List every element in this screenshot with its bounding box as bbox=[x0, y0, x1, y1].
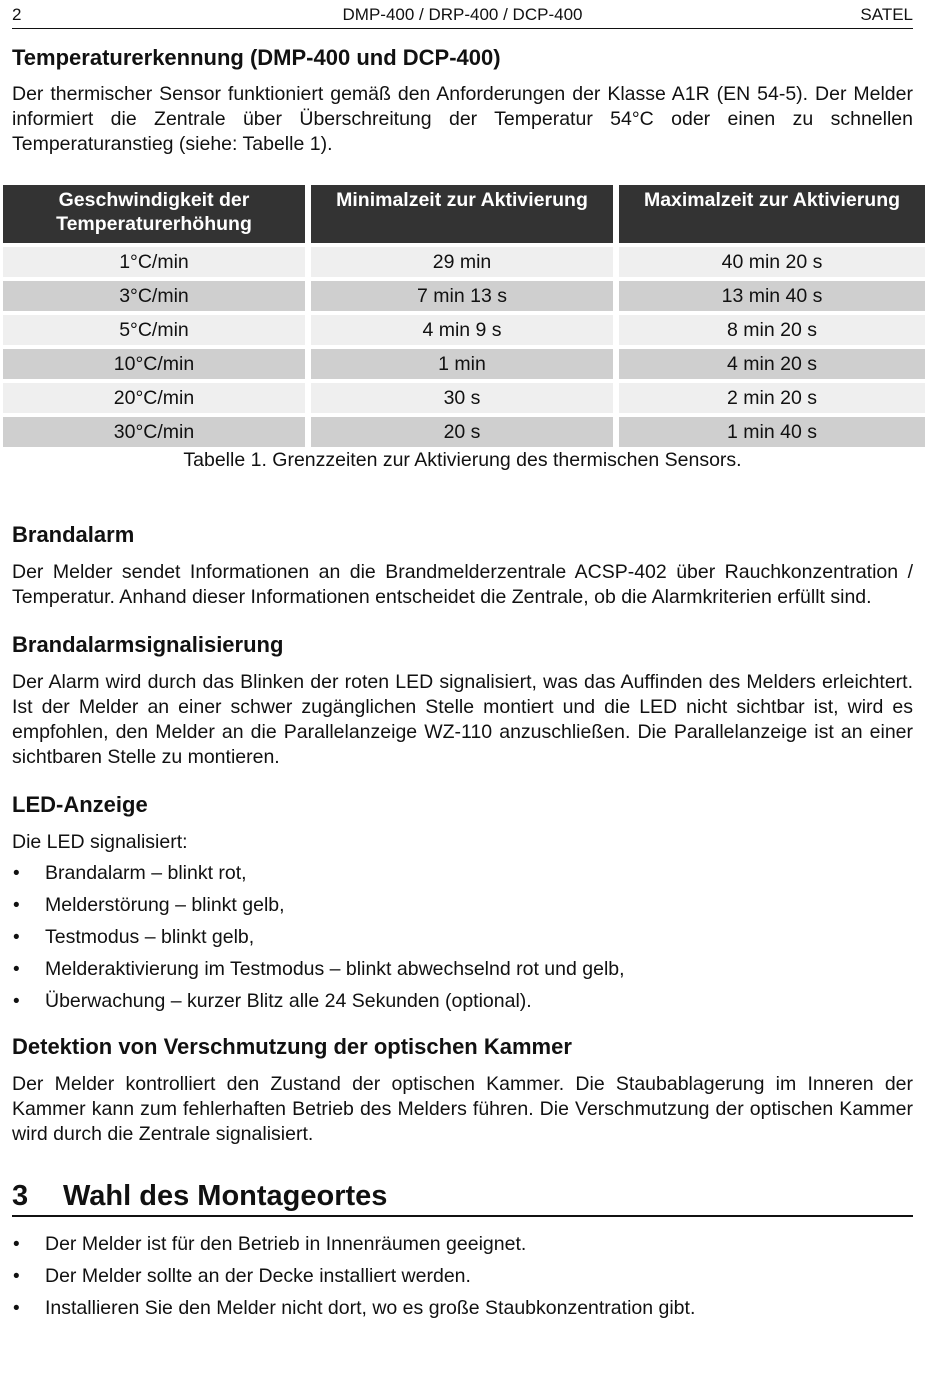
table-row bbox=[3, 383, 925, 413]
table-cell: 1 min 40 s bbox=[619, 417, 925, 447]
list-item bbox=[12, 1296, 913, 1321]
heading-temperature-detection: Temperaturerkennung (DMP-400 und DCP-400) bbox=[12, 45, 501, 70]
paragraph-led-intro: Die LED signalisiert: bbox=[12, 831, 188, 853]
table-cell: 20 s bbox=[311, 417, 613, 447]
list-item-text: Melderstörung – blinkt gelb, bbox=[45, 894, 285, 916]
list-item bbox=[12, 957, 913, 982]
table-cell: 7 min 13 s bbox=[311, 281, 613, 311]
table-cell: 40 min 20 s bbox=[619, 247, 925, 277]
led-states-list bbox=[12, 861, 913, 1014]
list-item-text: Der Melder sollte an der Decke installiert werden. bbox=[45, 1265, 471, 1287]
table-header-row bbox=[3, 185, 925, 243]
table-cell: 13 min 40 s bbox=[619, 281, 925, 311]
list-item bbox=[12, 893, 913, 918]
page-number: 2 bbox=[12, 5, 22, 24]
table-cell: 5°C/min bbox=[3, 315, 305, 345]
list-item-text: Installieren Sie den Melder nicht dort, wo es große Staubkonzentration gibt. bbox=[45, 1297, 696, 1319]
table-cell: 1 min bbox=[311, 349, 613, 379]
heading-led-indication: LED-Anzeige bbox=[12, 792, 148, 817]
paragraph-chamber-contamination: Der Melder kontrolliert den Zustand der optischen Kammer. Die Staubablagerung im Inneren der Kammer kann zum fehlerhaften Betrieb des Melders führen. Die Verschmutzung der optischen Kammer wird durch die Zentrale signalisiert. bbox=[12, 1073, 913, 1145]
table-row bbox=[3, 349, 925, 379]
table-cell: 10°C/min bbox=[3, 349, 305, 379]
bullet-icon: • bbox=[13, 1298, 20, 1319]
list-item bbox=[12, 925, 913, 950]
bullet-icon: • bbox=[13, 1266, 20, 1287]
paragraph-alarm-signalling: Der Alarm wird durch das Blinken der roten LED signalisiert, was das Auffinden des Melders erleichtert. Ist der Melder an einer schwer zugänglichen Stelle montiert und die LED nicht sichtbar ist, wird es empfohlen, den Melder an die Parallelanzeige WZ-110 anzuschließen. Die Parallelanzeige ist an einer sichtbaren Stelle zu montieren. bbox=[12, 671, 913, 768]
brand-name: SATEL bbox=[860, 5, 913, 24]
table-cell: 1°C/min bbox=[3, 247, 305, 277]
bullet-icon: • bbox=[13, 863, 20, 884]
chapter-heading bbox=[12, 1179, 913, 1217]
bullet-icon: • bbox=[13, 959, 20, 980]
table-row bbox=[3, 417, 925, 447]
table-cell: 8 min 20 s bbox=[619, 315, 925, 345]
table-header-rate: Geschwindigkeit der Temperaturerhöhung bbox=[3, 185, 305, 243]
document-title: DMP-400 / DRP-400 / DCP-400 bbox=[342, 5, 583, 24]
running-header bbox=[12, 0, 913, 29]
table-row bbox=[3, 315, 925, 345]
table-cell: 30°C/min bbox=[3, 417, 305, 447]
document-page bbox=[12, 0, 913, 1328]
table-caption: Tabelle 1. Grenzzeiten zur Aktivierung des thermischen Sensors. bbox=[183, 449, 742, 471]
list-item bbox=[12, 1232, 913, 1257]
table-cell: 4 min 9 s bbox=[311, 315, 613, 345]
heading-fire-alarm: Brandalarm bbox=[12, 522, 135, 547]
table-cell: 30 s bbox=[311, 383, 613, 413]
chapter-number: 3 bbox=[12, 1180, 29, 1212]
list-item-text: Überwachung – kurzer Blitz alle 24 Sekunden (optional). bbox=[45, 990, 532, 1012]
table-row bbox=[3, 247, 925, 277]
table-cell: 3°C/min bbox=[3, 281, 305, 311]
table-header-max-time: Maximalzeit zur Aktivierung bbox=[619, 185, 925, 243]
table-cell: 29 min bbox=[311, 247, 613, 277]
bullet-icon: • bbox=[13, 991, 20, 1012]
bullet-icon: • bbox=[13, 927, 20, 948]
list-item-text: Brandalarm – blinkt rot, bbox=[45, 862, 247, 884]
table-cell: 20°C/min bbox=[3, 383, 305, 413]
list-item-text: Melderaktivierung im Testmodus – blinkt abwechselnd rot und gelb, bbox=[45, 958, 625, 980]
table-cell: 4 min 20 s bbox=[619, 349, 925, 379]
mounting-location-list bbox=[12, 1232, 913, 1321]
limits-table bbox=[0, 181, 931, 451]
list-item bbox=[12, 861, 913, 886]
heading-chamber-contamination: Detektion von Verschmutzung der optischen Kammer bbox=[12, 1034, 572, 1059]
paragraph-fire-alarm: Der Melder sendet Informationen an die Brandmelderzentrale ACSP-402 über Rauchkonzentration / Temperatur. Anhand dieser Informationen entscheidet die Zentrale, ob die Alarmkriterien erfüllt sind. bbox=[12, 561, 913, 608]
chapter-title: Wahl des Montageortes bbox=[63, 1180, 388, 1212]
list-item-text: Testmodus – blinkt gelb, bbox=[45, 926, 255, 948]
bullet-icon: • bbox=[13, 1234, 20, 1255]
list-item bbox=[12, 1264, 913, 1289]
table-header-min-time: Minimalzeit zur Aktivierung bbox=[311, 185, 613, 243]
heading-alarm-signalling: Brandalarmsignalisierung bbox=[12, 632, 284, 657]
list-item-text: Der Melder ist für den Betrieb in Innenräumen geeignet. bbox=[45, 1233, 527, 1255]
table-row bbox=[3, 281, 925, 311]
limits-table-wrapper bbox=[3, 181, 921, 451]
paragraph-temperature-detection: Der thermischer Sensor funktioniert gemäß den Anforderungen der Klasse A1R (EN 54-5). Der Melder informiert die Zentrale über Überschreitung der Temperatur 54°C oder einen zu schnellen Temperaturanstieg (siehe: Tabelle 1). bbox=[12, 83, 913, 155]
list-item bbox=[12, 989, 913, 1014]
table-cell: 2 min 20 s bbox=[619, 383, 925, 413]
bullet-icon: • bbox=[13, 895, 20, 916]
